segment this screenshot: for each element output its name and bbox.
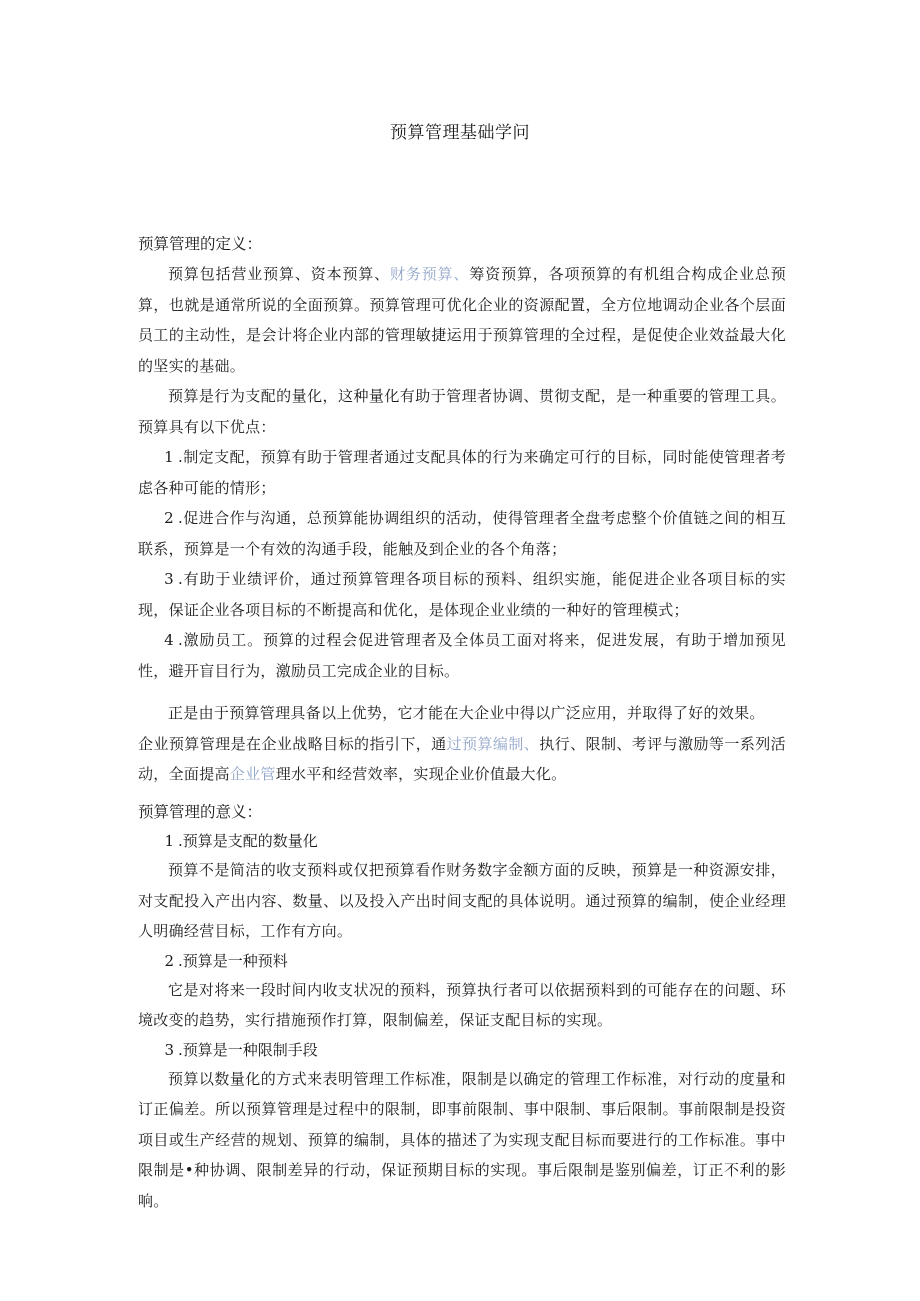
list-item-number: 2 [164,509,174,527]
list-item-number: 3 [164,570,174,588]
sub-heading-text: .预算是一种限制手段 [178,1040,318,1059]
link-budget-compilation[interactable]: 过预算编制、 [446,734,540,753]
paragraph-sub1: 预算不是简洁的收支预料或仅把预算看作财务数字金额方面的反映，预算是一种资源安排，对支配投入产出内容、数量、以及投入产出时间支配的具体说明。通过预算的编制，使企业经理人明确经营目标，工作有方向。 [138,861,786,940]
text-span: 企业预算管理是在企业战略目标的指引下，通 [138,734,447,753]
paragraph-enterprise-budget [138,729,786,790]
paragraph-sub2: 它是对将来一段时间内收支状况的预料，预算执行者可以依据预料到的可能存在的问题、环境改变的趋势，实行措施预作打算，限制偏差，保证支配目标的实现。 [138,980,786,1029]
section-heading-definition: 预算管理的定义： [138,235,263,253]
sub-heading [138,827,786,855]
list-item-text: .激励员工。预算的过程会促进管理者及全体员工面对将来，促进发展，有助于增加预见性，避开盲目行为，激励员工完成企业的目标。 [138,631,786,680]
paragraph-sub3: 预算以数量化的方式来表明管理工作标准，限制是以确定的管理工作标准，对行动的度量和订正偏差。所以预算管理是过程中的限制，即事前限制、事中限制、事后限制。事前限制是投资项目或生产经营的规划、预算的编制，具体的描述了为实现支配目标而要进行的工作标准。事中限制是•种协调、限制差异的行动，保证预期目标的实现。事后限制是鉴别偏差，订正不利的影响。 [138,1069,786,1210]
paragraph-budget-scope [138,259,786,381]
sub-heading-number: 1 [164,832,174,850]
paragraph-budget-tool: 预算是行为支配的量化，这种量化有助于管理者协调、贯彻支配，是一种重要的管理工具。预算具有以下优点： [138,387,786,436]
section-significance [138,797,786,1216]
sub-heading [138,1036,786,1064]
list-item-text: .促进合作与沟通，总预算能协调组织的活动，使得管理者全盘考虑整个价值链之间的相互联系，预算是一个有效的沟通手段，能触及到企业的各个角落； [138,509,786,558]
sub-heading-text: .预算是支配的数量化 [178,832,318,850]
text-span: 筹资预算，各项预算的有机组合构成企业总预算，也就是通常所说的全面预算。预算管理可优化企业的资源配置，全方位地调动企业各个层面员工的主动性，是会计将企业内部的管理敏捷运用于预算管理的全过程，是促使企业效益最大化的坚实的基础。 [138,265,786,375]
sub-heading-number: 2 [164,951,174,970]
paragraph-advantages-summary: 正是由于预算管理具备以上优势，它才能在大企业中得以广泛应用，并取得了好的效果。 [168,704,765,722]
sub-heading [138,947,786,975]
list-item-number: 4 [164,631,174,649]
text-span: 预算包括营业预算、资本预算、 [168,265,391,283]
text-span: 理水平和经营效率，实现企业价值最大化。 [275,765,567,783]
text-span: 执行、限制、考评与激励等一系列活动，全面提高 [138,734,786,783]
list-item-number: 1 [164,448,174,466]
sub-heading-text: .预算是一种预料 [178,951,288,970]
section-definition [138,229,786,790]
list-item [138,564,786,625]
list-item [138,625,786,686]
section-heading-significance: 预算管理的意义： [138,803,263,821]
list-item-text: .有助于业绩评价，通过预算管理各项目标的预料、组织实施，能促进企业各项目标的实现，保证企业各项目标的不断提高和优化，是体现企业业绩的一种好的管理模式； [138,570,786,619]
link-financial-budget[interactable]: 财务预算、 [390,265,470,283]
list-item [138,442,786,503]
list-item-text: .制定支配，预算有助于管理者通过支配具体的行为来确定可行的目标，同时能使管理者考虑各种可能的情形； [138,448,786,497]
page-title: 预算管理基础学问 [390,123,530,143]
list-item [138,503,786,564]
link-enterprise-management[interactable]: 企业管 [229,765,276,783]
sub-heading-number: 3 [164,1040,174,1059]
